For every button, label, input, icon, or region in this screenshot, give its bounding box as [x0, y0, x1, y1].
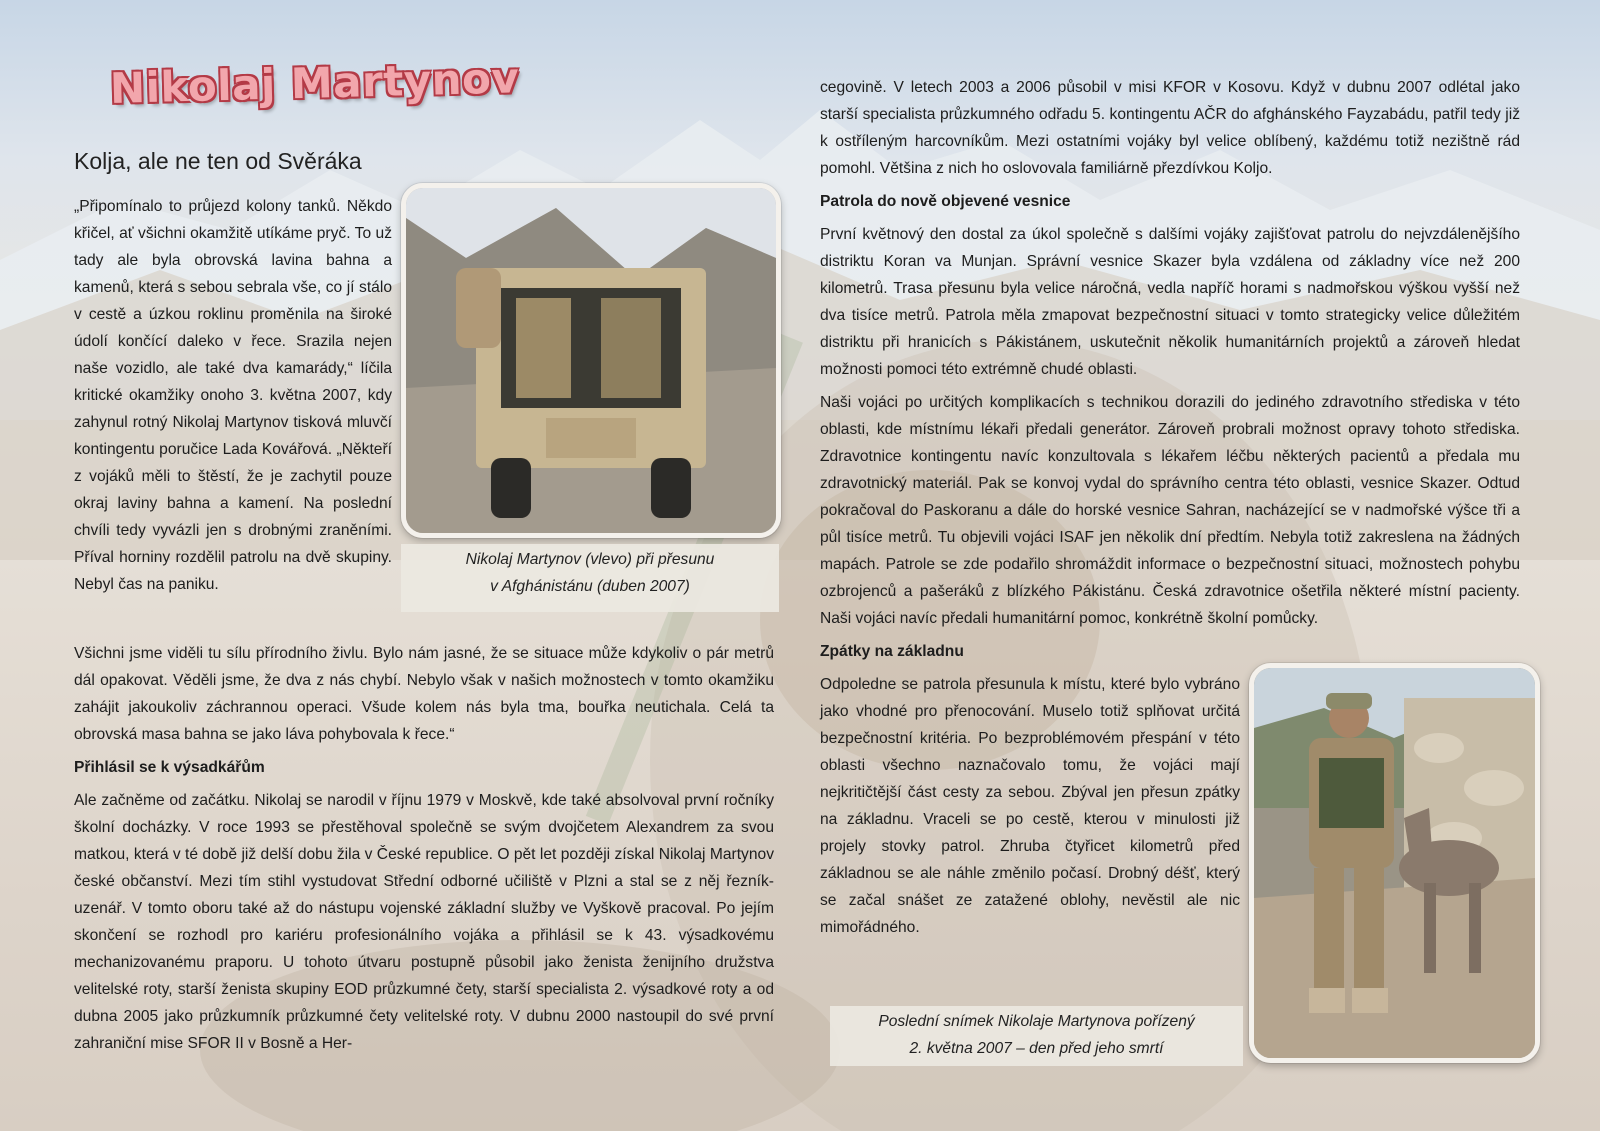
photo1-caption — [401, 544, 779, 612]
biography-paragraph: Ale začněme od začátku. Nikolaj se narodil v říjnu 1979 v Moskvě, kde také absolvoval první ročníky školní docházky. V roce 1993 se přestěhoval společně se svým dvojčetem Alexandrem za svou matkou, která v té době již delší dobu žila v České republice. O pět let později získal Nikolaj Martynov české občanství. Mezi tím stihl vystudovat Střední odborné učiliště v Plzni a stal se z něj řezník-uzenář. V tomto oboru také až do nástupu vojenské základní služby ve Vyškově pracoval. Po jejím skončení se rozhodl pro kariéru profesionálního vojáka a přihlásil se k 43. výsadkovému mechanizovanému praporu. U tohoto útvaru postupně působil jako ženista ženijního družstva velitelské roty, starší ženista skupiny EOD průzkumné čety, starší specialista 2. výsadkové roty a od dubna 2005 jako průzkumník průzkumné čety velitelské roty. V dubnu 2000 nastoupil do své první zahraniční mise SFOR II v Bosně a Her- — [74, 792, 774, 1052]
quote-end-paragraph: Všichni jsme viděli tu sílu přírodního živlu. Bylo nám jasné, že se situace může kdykoliv o pár metrů dál opakovat. Věděli jsme, že dva z nás chybí. Nebylo však v našich možnostech v tomto okamžiku zahájit jakoukoliv záchrannou operaci. Všude kolem nás byla tma, bouřka neutichala. Celá ta obrovská masa bahna se jako láva pohybovala k řece.“ — [74, 645, 774, 743]
heading-patrola: Patrola do nově objevené vesnice — [820, 193, 1071, 210]
photo1-caption-line1: Nikolaj Martynov (vlevo) při přesunu — [465, 551, 715, 568]
photo-soldier-donkey — [1249, 663, 1540, 1063]
article-subtitle: Kolja, ale ne ten od Svěráka — [74, 148, 362, 174]
intro-paragraph: „Připomínalo to průjezd kolony tanků. Někdo křičel, ať všichni okamžitě utíkáme pryč. To už tady ale byla obrovská lavina bahna a kamenů, která s sebou sebrala vše, co jí stálo v cestě a úzkou roklinu proměnila na široké údolí končící daleko v řece. Srazila nejen naše vozidlo, ale také dva kamarády,“ líčila kritické okamžiky onoho 3. května 2007, kdy zahynul rotný Nikolaj Martynov tisková mluvčí kontingentu poručice Lada Kovářová. „Někteří z vojáků měli to štěstí, že je zachytil pouze okraj laviny bahna a kamení. Na poslední chvíli tedy vyvázli jen s drobnými zraněními. Příval horniny rozdělil patrolu na dvě skupiny. Nebyl čas na paniku. — [74, 198, 392, 593]
heading-vysadkari: Přihlásil se k výsadkářům — [74, 759, 265, 776]
biography-continued-paragraph: cegovině. V letech 2003 a 2006 působil v misi KFOR v Kosovu. Když v dubnu 2007 odlétal jako starší specialista průzkumného odřadu 5. kontingentu AČR do afghánského Fayzabádu, patřil tedy již k ostříleným harcovníkům. Mezi ostatními vojáky byl velice oblíbený, každému totiž nezištně rád pomohl. Většina z nich ho oslovovala familiárně přezdívkou Koljo. — [820, 79, 1520, 177]
photo1-caption-line2: v Afghánistánu (duben 2007) — [490, 578, 690, 595]
photo2-caption-line1: Poslední snímek Nikolaje Martynova pořízený — [878, 1013, 1195, 1030]
heading-zpatky: Zpátky na základnu — [820, 643, 964, 660]
return-paragraph: Odpoledne se patrola přesunula k místu, které bylo vybráno jako vhodné pro přenocování. Muselo totiž splňovat určitá bezpečnostní kritéria. Po bezproblémovém přespání v této oblasti všechno naznačovalo tomu, že vojáci mají nejkritičtější část cesty za sebou. Zbýval jen přesun zpátky na základnu. Vraceli se po cestě, kterou v minulosti již projely stovky patrol. Zhruba čtyřicet kilometrů před základnou se ale náhle změnilo počasí. Drobný déšť, který se začal snášet ze zatažené oblohy, nevěstil ale nic mimořádného. — [820, 676, 1240, 936]
left-column — [74, 640, 774, 1063]
photo2-caption-line2: 2. května 2007 – den před jeho smrtí — [909, 1040, 1164, 1057]
photo-vehicle — [401, 183, 781, 538]
intro-column — [74, 193, 392, 598]
article-title: Nikolaj Martynov — [109, 53, 520, 113]
clinic-paragraph: Naši vojáci po určitých komplikacích s technikou dorazili do jediného zdravotního střediska v této oblasti, kde místnímu lékaři předali generátor. Zároveň probrali možnost opravy tohoto střediska. Zdravotnice kontingentu navíc konzultovala s lékařem léčbu některých pacientů a předala mu zdravotnický materiál. Pak se konvoj vydal do správního centra této oblasti, vesnice Skazer. Odtud pokračoval do Paskoranu a dále do horské vesnice Sahran, nacházející se v nadmořské výšce tři a půl tisíce metrů. Tu objevili vojáci ISAF jen několik dní předtím. Nebyla totiž zakreslena na žádných mapách. Patrole se zde podařilo shromáždit informace o bezpečnostní situaci, možnostech pohybu ozbrojenců a pašeráků z blízkého Pákistánu. Česká zdravotnice ošetřila některé místní pacienty. Naši vojáci navíc předali humanitární pomoc, konkrétně školní pomůcky. — [820, 394, 1520, 627]
patrol-paragraph: První květnový den dostal za úkol společně s dalšími vojáky zajišťovat patrolu do nejvzdálenějšího distriktu Koran va Munjan. Správní vesnice Skazer byla vzdálena od základny více než 200 kilometrů. Trasa přesunu byla velice náročná, vedla napříč horami s nadmořskou výškou vyšší než dva tisíce metrů. Patrola měla zmapovat bezpečnostní situaci v tomto strategicky velice důležitém distriktu při hranicích s Pákistánem, uskutečnit několik humanitárních projektů a zároveň hledat možnosti pomoci této extrémně chudé oblasti. — [820, 226, 1520, 378]
photo2-caption — [830, 1006, 1243, 1066]
